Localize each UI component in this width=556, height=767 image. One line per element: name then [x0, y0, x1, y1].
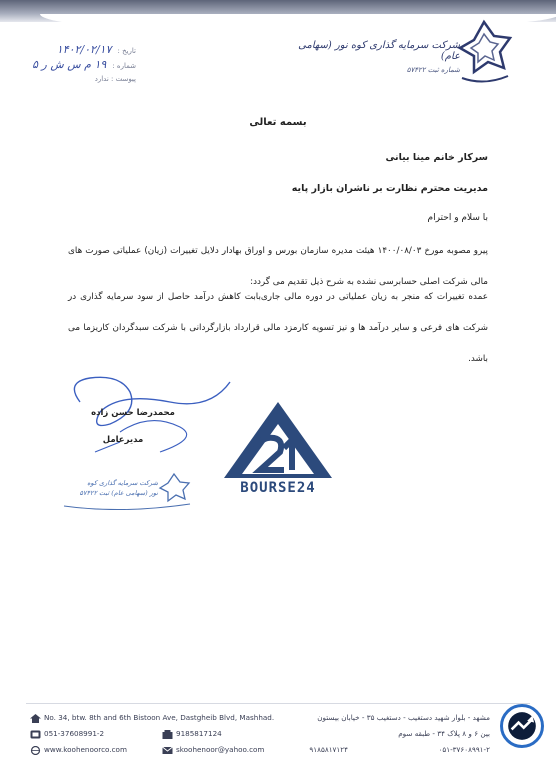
number-value: ۱۹ م س ش ر ۵ [32, 58, 107, 71]
signatory-name: محمدرضا حسن زاده [91, 408, 175, 418]
footer-phone-fa: ۰۵۱-۳۷۶۰۸۹۹۱-۲ [438, 745, 490, 754]
email-text: skoohenoor@yahoo.com [176, 745, 265, 754]
footer-address-fa-1: مشهد - بلوار شهید دستغیب - دستغیب ۳۵ - خیابان بیستون [317, 713, 490, 722]
date-value: ۱۴۰۲/۰۲/۱۷ [56, 43, 112, 56]
footer-email[interactable] [162, 745, 264, 755]
letter-meta [26, 43, 136, 86]
footer-fax [162, 729, 222, 739]
footer-divider [26, 703, 530, 704]
company-name-text: شرکت سرمایه گذاری کوه نور (سهامی عام) [298, 40, 460, 62]
attachment-label: پیوست : ندارد [94, 75, 136, 83]
recipient-name: سرکار خانم مینا بیانی [385, 152, 488, 163]
company-registration: شماره ثبت ۵۷۴۲۲ [406, 66, 460, 74]
home-icon [30, 714, 41, 723]
footer-web[interactable] [30, 745, 127, 755]
meta-date [26, 43, 136, 58]
email-icon [162, 746, 173, 755]
footer-address-fa-2: بین ۶ و ۸ پلاک ۳۴ - طبقه سوم [398, 729, 490, 738]
web-text: www.koohenoorco.com [44, 745, 127, 754]
footer-fax-fa: ۹۱۸۵۸۱۷۱۲۴ [309, 745, 348, 754]
number-label: شماره : [112, 62, 136, 70]
address-en-text: No. 34, btw. 8th and 6th Bistoon Ave, Dastgheib Blvd, Mashhad. [44, 713, 275, 722]
watermark-text: BOURSE24 [240, 480, 316, 496]
date-label: تاریخ : [117, 47, 136, 55]
signatory-title: مدیرعامل [102, 435, 144, 445]
globe-icon [30, 746, 41, 755]
body-paragraph-1: پیرو مصوبه مورخ ۱۴۰۰/۰۸/۰۳ هیئت مدیره سازمان بورس و اوراق بهادار دلایل تغییرات (زیان) عملیاتی صورت های مالی شرکت اصلی حسابرسی نشده به شرح ذیل تقدیم می گردد: [68, 246, 489, 287]
phone-icon [30, 730, 41, 739]
meta-number [26, 58, 136, 73]
greeting: با سلام و احترام [427, 213, 488, 223]
letter-heading: بسمه تعالی [249, 117, 307, 128]
fax-icon [162, 730, 173, 739]
meta-attachment [26, 73, 136, 86]
company-logo-icon [452, 18, 516, 88]
fax-text: 9185817124 [176, 729, 222, 738]
footer-phone [30, 729, 104, 739]
site-badge-icon [500, 704, 544, 748]
company-name [290, 40, 460, 74]
body-paragraph-2: عمده تغییرات که منجر به زیان عملیاتی در دوره مالی جاری‌بابت کاهش درآمد حاصل از سود سرمایه گذاری در شرکت های فرعی و سایر درآمد ها و نیز تسویه کارمزد مالی قرارداد بازارگردانی با شرکت سبدگردان کاریزما می باشد. [68, 292, 488, 364]
stamp-text: شرکت سرمایه گذاری کوه نور (سهامی عام) ثبت ۵۷۴۲۲ [79, 479, 158, 497]
phone-text: 051-37608991-2 [44, 729, 105, 738]
footer-address-en [30, 713, 274, 723]
recipient-department: مدیریت محترم نظارت بر ناشران بازار پایه [291, 183, 488, 194]
